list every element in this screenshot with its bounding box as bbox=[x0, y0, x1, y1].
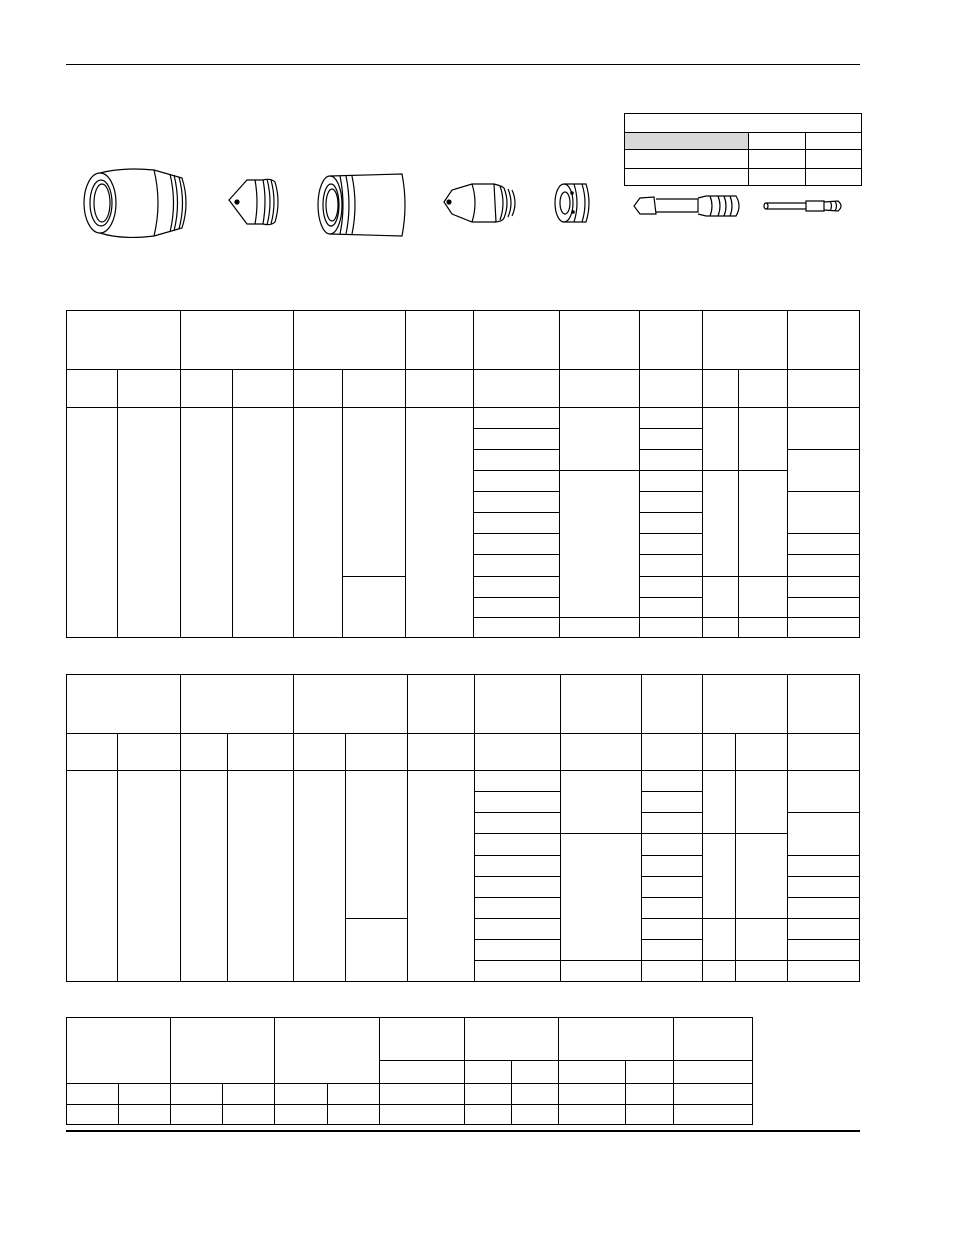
footer-rule bbox=[66, 1130, 860, 1132]
